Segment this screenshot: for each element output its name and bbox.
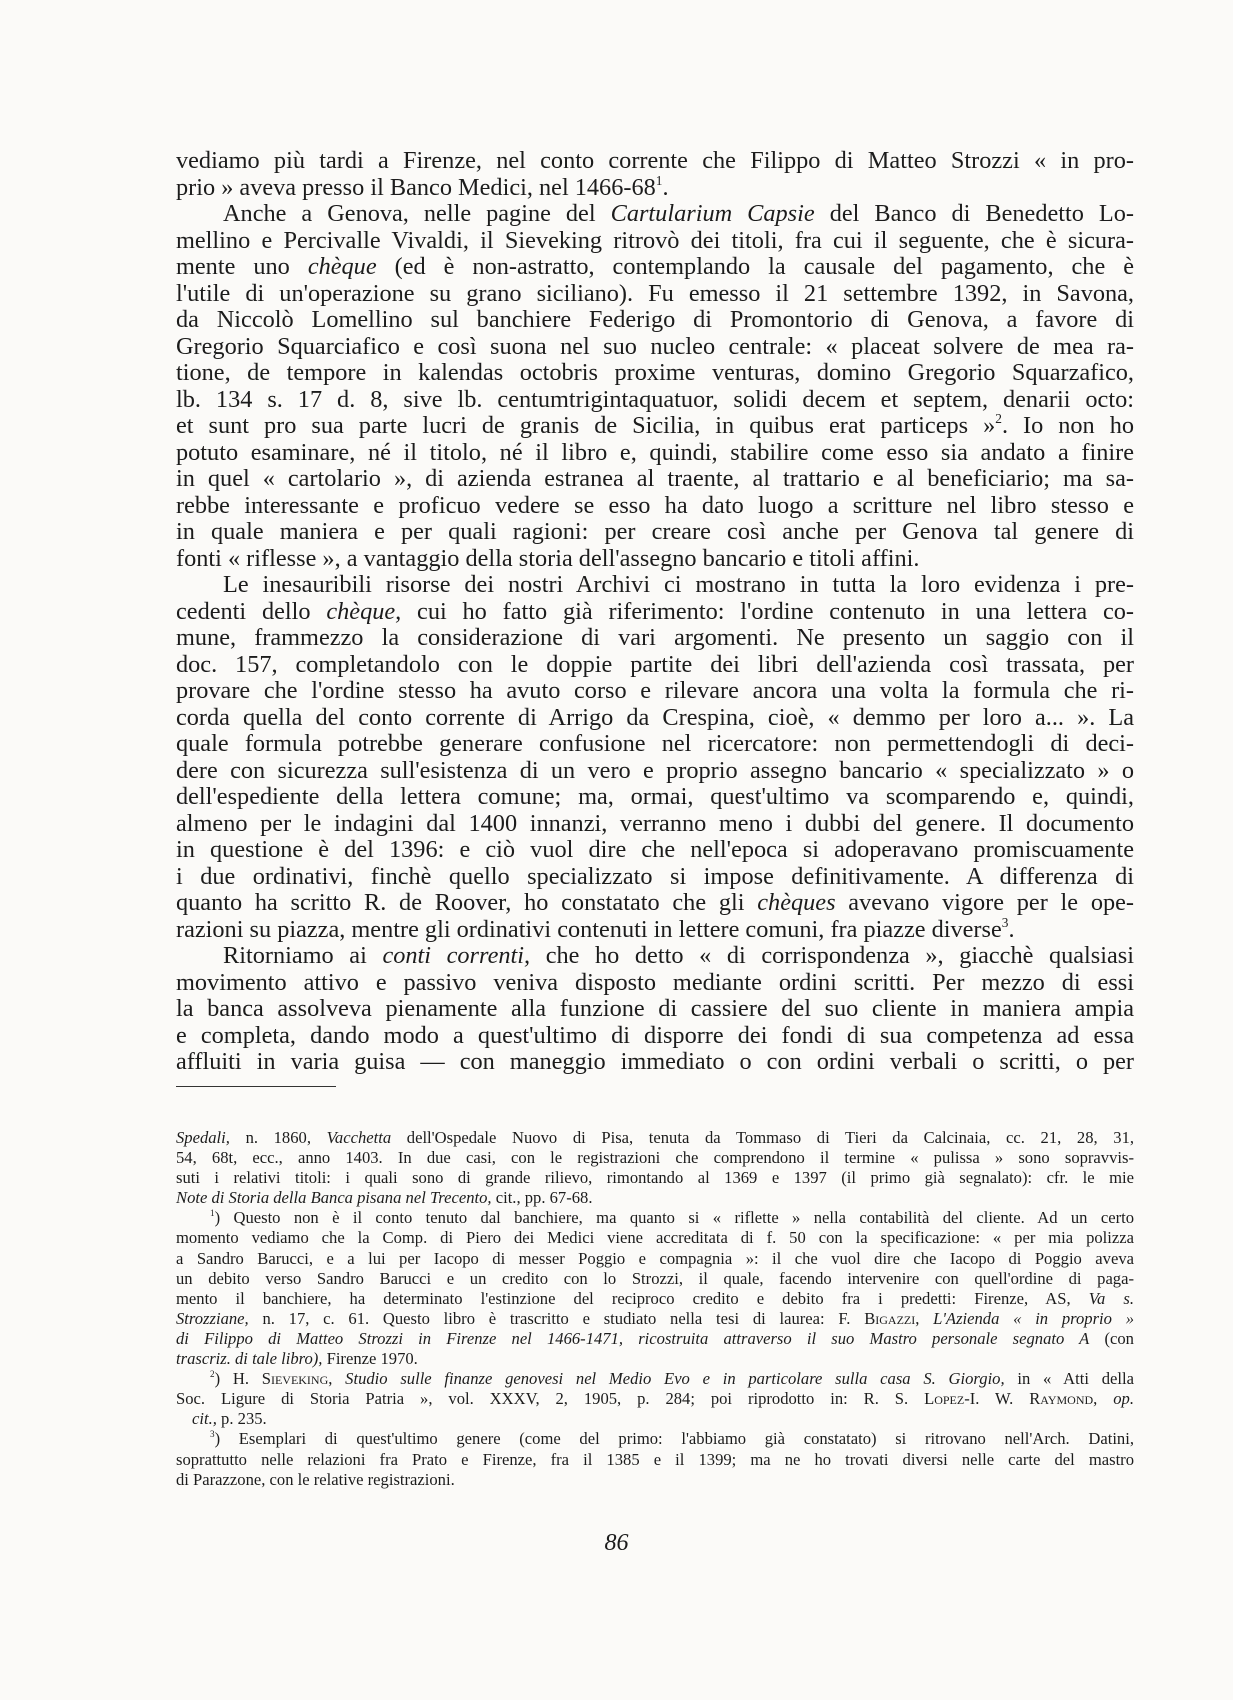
footnote-line: trascriz. di tale libro), Firenze 1970. xyxy=(176,1349,418,1369)
footnote-line: a Sandro Barucci, e a lui per Iacopo di messer Poggio e compagnia »: il che vuol dire che Iacopo di Poggio aveva xyxy=(176,1248,1134,1268)
footnote-line: di Filippo di Matteo Strozzi in Firenze nel 1466-1471, ricostruita attraverso il suo Mastro personale segnato A (con xyxy=(176,1328,1134,1348)
text-line: et sunt pro sua parte lucri de granis de Sicilia, in quibus erat particeps »$^2$. Io non ho xyxy=(176,410,1134,439)
text-line: in quale maniera e per quali ragioni: per creare così anche per Genova tal genere di xyxy=(176,518,1134,545)
text-line: tione, de tempore in kalendas octobris proxime venturas, domino Gregorio Squarzafico, xyxy=(176,359,1134,386)
text-line: provare che l'ordine stesso ha avuto corso e rilevare ancora una volta la formula che ri- xyxy=(176,677,1134,704)
text-line: potuto esaminare, né il titolo, né il libro e, quindi, stabilire come esso sia andato a finire xyxy=(176,438,1134,466)
footnote-ref: 3 xyxy=(1001,914,1009,930)
text-line: almeno per le indagini dal 1400 innanzi, verranno meno i dubbi del genere. Il documento xyxy=(176,809,1134,837)
text-line: razioni su piazza, mentre gli ordinativi contenuti in lettere comuni, fra piazze diverse$^3$. xyxy=(176,914,1015,943)
text-line: e completa, dando modo a quest'ultimo di disporre dei fondi di sua competenza ad essa xyxy=(176,1021,1134,1049)
footnote-line: soprattutto nelle relazioni fra Prato e Firenze, fra il 1385 e il 1399; ma ne ho trovati diversi nelle carte del mastro xyxy=(176,1449,1134,1469)
text-line: Le inesauribili risorse dei nostri Archivi ci mostrano in tutta la loro evidenza i pre- xyxy=(223,571,1134,598)
text-line: da Niccolò Lomellino sul banchiere Federigo di Promontorio di Genova, a favore di xyxy=(176,306,1134,333)
footnote-separator xyxy=(176,1086,336,1087)
text-line: i due ordinativi, finchè quello specializzato si impose definitivamente. A differenza di xyxy=(176,862,1134,890)
text-line: Anche a Genova, nelle pagine del Cartularium Capsie del Banco di Benedetto Lo- xyxy=(223,200,1135,227)
text-line: l'utile di un'operazione su grano siciliano). Fu emesso il 21 settembre 1392, in Savona, xyxy=(176,279,1134,307)
text-line: Gregorio Squarciafico e così suona nel suo nucleo centrale: « placeat solvere de mea ra- xyxy=(176,332,1134,360)
footnote-line: Strozziane, n. 17, c. 61. Questo libro è trascritto e studiato nella tesi di laurea: F. Bigazzi, L'Azienda « in proprio » xyxy=(176,1308,1135,1328)
footnote-line: Note di Storia della Banca pisana nel Trecento, cit., pp. 67-68. xyxy=(176,1188,593,1208)
text-line: dere con sicurezza sull'esistenza di un vero e proprio assegno bancario « specializzato » o xyxy=(176,756,1134,784)
footnote-line: Spedali, n. 1860, Vacchetta dell'Ospedale Nuovo di Pisa, tenuta da Tommaso di Tieri da Calcinaia, cc. 21, 28, 31, xyxy=(176,1128,1135,1147)
text-line: corda quella del conto corrente di Arrigo da Crespina, cioè, « demmo per loro a... ». La xyxy=(176,703,1134,731)
footnote-line: mento il banchiere, ha determinato l'estinzione del reciproco credito e debito fra i predetti: Firenze, AS, Va s. xyxy=(176,1288,1134,1308)
text-line: rebbe interessante e proficuo vedere se esso ha dato luogo a scritture nel libro stesso e xyxy=(176,491,1134,519)
text-line: affluiti in varia guisa — con maneggio immediato o con ordini verbali o scritti, o per xyxy=(176,1048,1134,1075)
text-line: mente uno chèque (ed è non-astratto, contemplando la causale del pagamento, che è xyxy=(176,253,1135,280)
text-line: Ritorniamo ai conti correnti, che ho detto « di corrispondenza », giacchè qualsiasi xyxy=(223,942,1135,969)
text-line: fonti « riflesse », a vantaggio della storia dell'assegno bancario e titoli affini. xyxy=(176,544,920,572)
footnote-line: $^1$) Questo non è il conto tenuto dal banchiere, ma quanto si « riflette » nella contabilità del cliente. Ad un certo xyxy=(210,1208,1134,1228)
text-line: quanto ha scritto R. de Roover, ho constatato che gli chèques avevano vigore per le ope- xyxy=(176,889,1135,916)
text-line: in questione è del 1396: e ciò vuol dire che nell'epoca si adoperavano promiscuamente xyxy=(176,836,1134,863)
text-line: doc. 157, completandolo con le doppie partite dei libri dell'azienda così trassata, per xyxy=(176,650,1134,678)
text-line: movimento attivo e passivo veniva disposto mediante ordini scritti. Per mezzo di essi xyxy=(176,968,1134,996)
text-line: vediamo più tardi a Firenze, nel conto corrente che Filippo di Matteo Strozzi « in pro- xyxy=(176,147,1134,174)
page-number: 86 xyxy=(604,1530,629,1556)
footnote-line: di Parazzone, con le relative registrazioni. xyxy=(176,1469,455,1489)
text-line: in quel « cartolario », di azienda estranea al traente, al trattario e al beneficiario; ma sa- xyxy=(176,465,1134,492)
main-text xyxy=(176,148,1134,1076)
text-line: prio » aveva presso il Banco Medici, nel $1466-68^1$. xyxy=(176,172,669,201)
footnote-line: suti i relativi titoli: i quali sono di grande rilievo, rimontando al 1369 e 1397 (il primo già segnalato): cfr. le mie xyxy=(176,1168,1134,1188)
text-line: quale formula potrebbe generare confusione nel ricercatore: non permettendogli di deci- xyxy=(176,730,1134,757)
footnote-ref: 1 xyxy=(655,172,663,188)
text-line: la banca assolveva pienamente alla funzione di cassiere del suo cliente in maniera ampia xyxy=(176,995,1134,1022)
footnote-line: 54, 68t, ecc., anno 1403. In due casi, con le registrazioni che comprendono il termine « pulissa » sono sopravvis- xyxy=(176,1148,1134,1168)
footnote-line: cit., p. 235. xyxy=(192,1409,267,1429)
footnotes xyxy=(176,1128,1134,1490)
footnote-line: momento vediamo che la Comp. di Piero dei Medici viene accreditata di f. 50 con la specificazione: « per mia polizza xyxy=(176,1228,1134,1248)
footnote-line: un debito verso Sandro Barucci e un credito con lo Strozzi, il quale, facendo intervenire con quell'ordine di paga- xyxy=(176,1268,1134,1288)
text-line: cedenti dello chèque, cui ho fatto già riferimento: l'ordine contenuto in una lettera co- xyxy=(176,597,1135,625)
footnote-line: $^2$) H. Sieveking, Studio sulle finanze genovesi nel Medio Evo e in particolare sulla casa S. Giorgio, in « Atti della xyxy=(210,1369,1134,1389)
text-line: mellino e Percivalle Vivaldi, il Sieveking ritrovò dei titoli, fra cui il seguente, che è sicura- xyxy=(176,226,1134,254)
text-line: lb. 134 s. 17 d. 8, sive lb. centumtrigintaquatuor, solidi decem et septem, denarii octo: xyxy=(176,385,1134,413)
text-line: dell'espediente della lettera comune; ma, ormai, quest'ultimo va scomparendo e, quindi, xyxy=(176,783,1134,810)
footnote-ref: 2 xyxy=(995,410,1002,426)
text-line: mune, frammezzo la considerazione di vari argomenti. Ne presento un saggio con il xyxy=(176,624,1134,651)
footnote-line: $^3$) Esemplari di quest'ultimo genere (come del primo: l'abbiamo già constatato) si ritrovano nell'Arch. Datini, xyxy=(210,1429,1134,1449)
footnote-line: Soc. Ligure di Storia Patria », vol. XXXV, 2, 1905, p. 284; poi riprodotto in: R. S. Lopez-I. W. Raymond, op. xyxy=(176,1389,1134,1409)
